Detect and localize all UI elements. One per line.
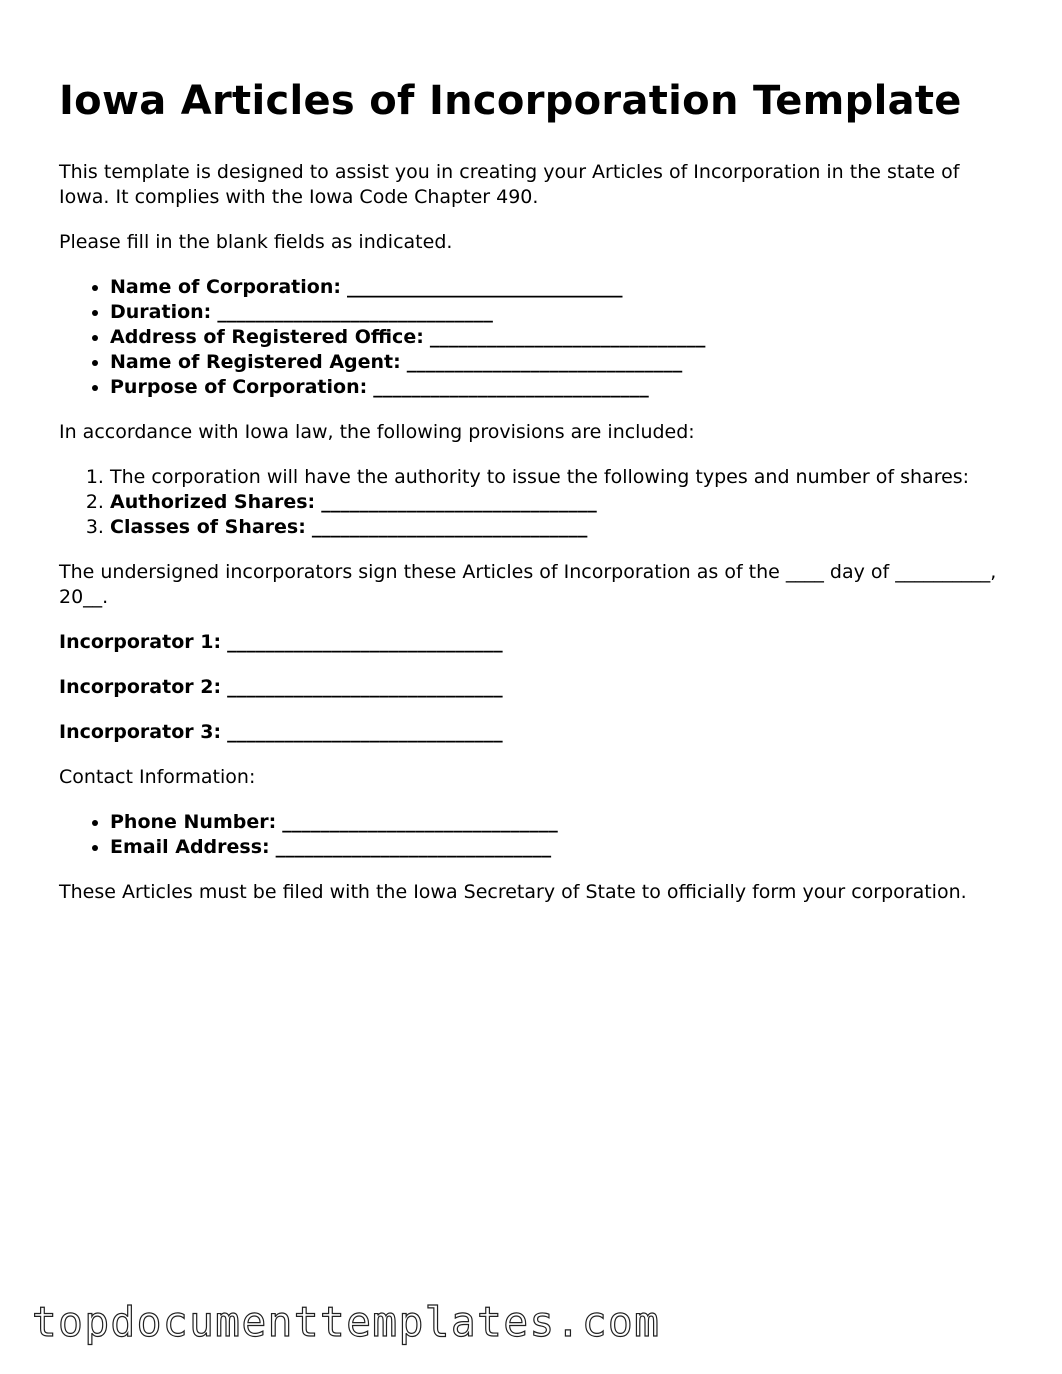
contact-list: [59, 810, 999, 860]
corporation-fields-list: [59, 275, 999, 400]
document-title: Iowa Articles of Incorporation Template: [59, 78, 962, 124]
field-label: Incorporator 3:: [59, 721, 222, 743]
list-item: [110, 810, 999, 835]
provisions-list: [59, 465, 999, 540]
instruction-paragraph: Please fill in the blank fields as indicated.: [59, 231, 453, 253]
field-blank: _____________________________: [227, 631, 503, 653]
list-item: [110, 515, 999, 540]
incorporator-line: [59, 720, 999, 745]
field-label: Classes of Shares:: [110, 516, 306, 538]
field-label: Incorporator 2:: [59, 676, 222, 698]
field-label: Duration:: [110, 301, 212, 323]
provision-text: The corporation will have the authority to issue the following types and number of shares:: [110, 466, 970, 488]
contact-heading: Contact Information:: [59, 766, 256, 788]
list-item: [110, 835, 999, 860]
field-label: Name of Registered Agent:: [110, 351, 401, 373]
field-blank: _____________________________: [217, 301, 493, 323]
field-blank: _____________________________: [429, 326, 706, 348]
document-page: [59, 72, 999, 905]
list-item: [110, 465, 999, 490]
signing-paragraph: The undersigned incorporators sign these Articles of Incorporation as of the ____ day of __________, 20__.: [59, 561, 997, 608]
watermark-label: topdocumenttemplates.com: [32, 1298, 661, 1346]
field-label: Authorized Shares:: [110, 491, 316, 513]
list-item: [110, 275, 999, 300]
provisions-intro: In accordance with Iowa law, the following provisions are included:: [59, 421, 695, 443]
field-blank: _____________________________: [282, 811, 558, 833]
field-blank: _____________________________: [373, 376, 649, 398]
intro-paragraph: This template is designed to assist you in creating your Articles of Incorporation in the state of Iowa. It complies with the Iowa Code Chapter 490.: [59, 161, 960, 208]
field-label: Purpose of Corporation:: [110, 376, 368, 398]
list-item: [110, 350, 999, 375]
field-label: Name of Corporation:: [110, 276, 341, 298]
field-blank: _____________________________: [311, 516, 588, 538]
incorporator-line: [59, 675, 999, 700]
field-label: Email Address:: [110, 836, 270, 858]
field-blank: _____________________________: [347, 276, 623, 298]
field-label: Phone Number:: [110, 811, 277, 833]
field-blank: _____________________________: [227, 676, 503, 698]
field-blank: _____________________________: [321, 491, 597, 513]
list-item: [110, 375, 999, 400]
list-item: [110, 300, 999, 325]
list-item: [110, 490, 999, 515]
watermark-text: [32, 1298, 660, 1346]
field-label: Incorporator 1:: [59, 631, 222, 653]
field-label: Address of Registered Office:: [110, 326, 424, 348]
field-blank: _____________________________: [227, 721, 503, 743]
incorporator-line: [59, 630, 999, 655]
list-item: [110, 325, 999, 350]
closing-paragraph: These Articles must be filed with the Iowa Secretary of State to officially form your corporation.: [59, 881, 967, 903]
field-blank: _____________________________: [275, 836, 552, 858]
field-blank: _____________________________: [406, 351, 683, 373]
